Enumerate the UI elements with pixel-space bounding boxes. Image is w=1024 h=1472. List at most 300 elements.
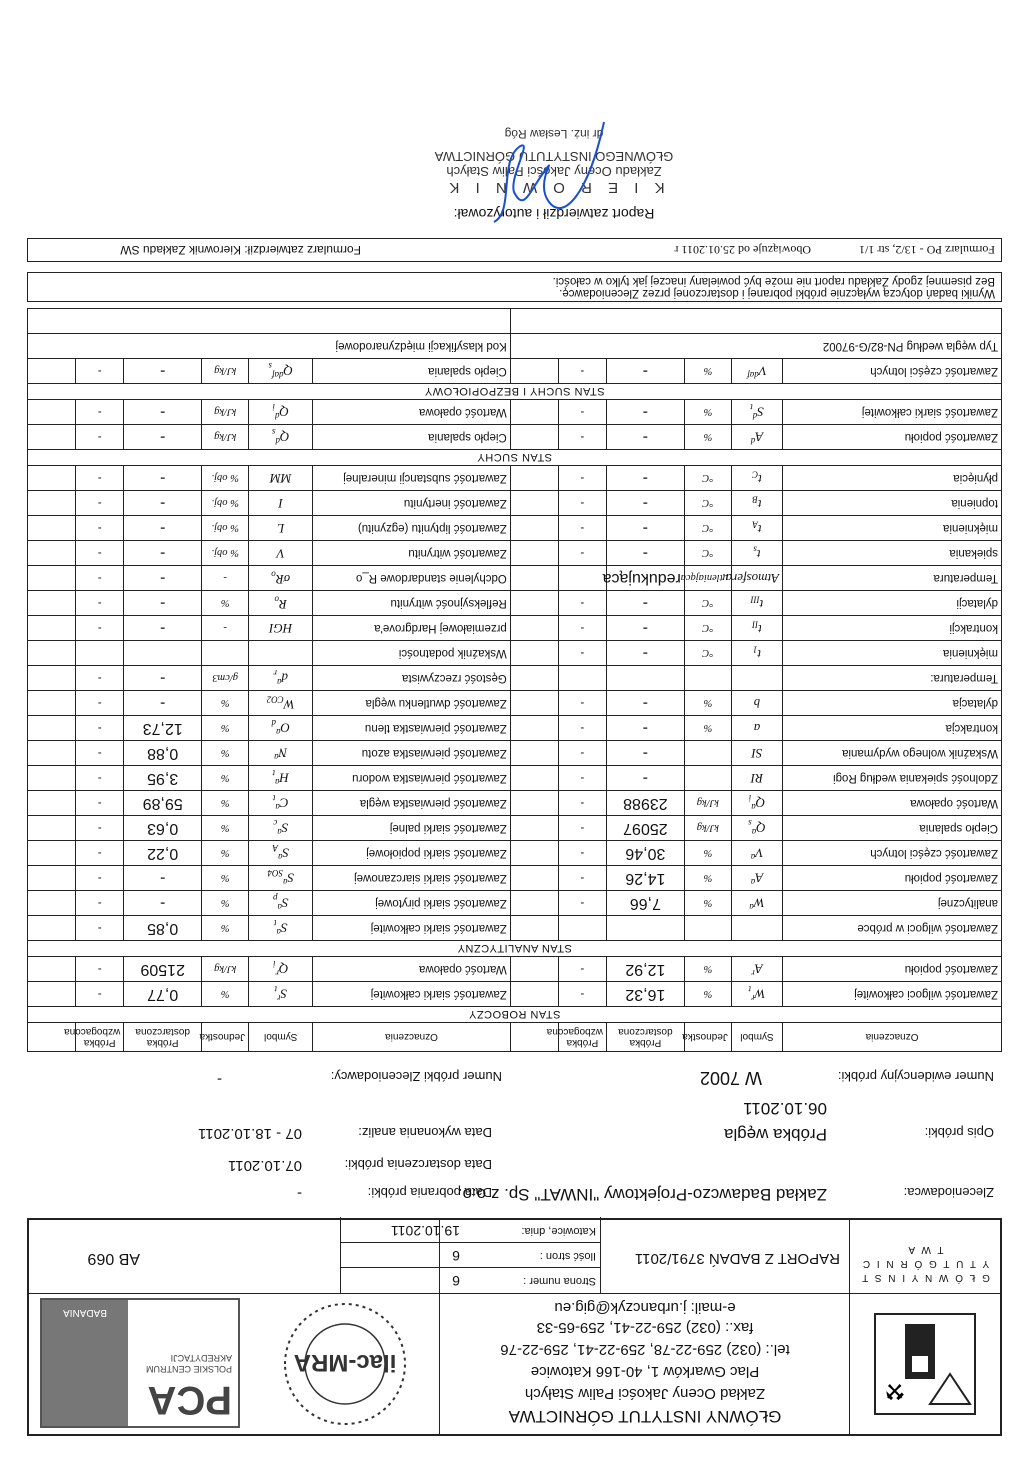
row-value: 7,66	[606, 891, 684, 916]
row-symbol: $W^a$	[731, 891, 782, 916]
row-value	[124, 641, 202, 666]
table-row	[28, 957, 1002, 982]
row-symbol: MM	[249, 466, 313, 491]
row-unit: kJ/kg	[202, 425, 249, 450]
row-value-enriched: -	[558, 516, 606, 541]
table-row	[28, 891, 1002, 916]
row-unit: °C	[684, 591, 731, 616]
table-row	[28, 491, 1002, 516]
badania-panel: BADANIA	[42, 1300, 128, 1426]
row-value: 0,63	[124, 816, 202, 841]
row-value: -	[606, 591, 684, 616]
row-symbol: $S^a_c$	[249, 816, 313, 841]
row-value-enriched: -	[558, 425, 606, 450]
pca-badge: PCA POLSKIE CENTRUM AKREDYTACJI BADANIA	[40, 1298, 240, 1428]
table-row	[28, 425, 1002, 450]
svg-text:⚒: ⚒	[885, 1378, 905, 1403]
row-value: 0,77	[124, 982, 202, 1007]
table-row	[28, 841, 1002, 866]
row-value: 59,89	[124, 791, 202, 816]
col-symbol: Symbol	[731, 1023, 782, 1052]
row-value: 25097	[606, 816, 684, 841]
row-symbol: $Q^{daf}_s$	[249, 359, 313, 384]
row-label: przemiałowej Hardgrove'a	[313, 616, 511, 641]
row-value-enriched: -	[76, 591, 124, 616]
row-symbol: $Q^d_s$	[249, 425, 313, 450]
row-unit	[202, 641, 249, 666]
row-symbol: $A^r$	[731, 957, 782, 982]
row-value-enriched: -	[558, 716, 606, 741]
row-unit: %	[684, 400, 731, 425]
row-unit: utleniająca	[684, 566, 731, 591]
row-label: Ciepło spalania	[313, 359, 511, 384]
row-value: -	[124, 425, 202, 450]
row-value: -	[124, 541, 202, 566]
row-symbol: SI	[731, 741, 782, 766]
row-value-enriched: -	[558, 841, 606, 866]
table-row	[28, 334, 1002, 359]
row-value-enriched: -	[558, 866, 606, 891]
col-dostarczona: Próbka dostarczona	[606, 1023, 684, 1052]
row-unit: kJ/kg	[684, 816, 731, 841]
row-unit: %	[684, 359, 731, 384]
row-value-enriched: -	[76, 866, 124, 891]
row-unit: kJ/kg	[202, 359, 249, 384]
row-value: -	[124, 891, 202, 916]
table-row	[28, 591, 1002, 616]
col-jednostka: Jednostka	[684, 1023, 731, 1052]
row-label: Ciepło spalania	[313, 425, 511, 450]
row-value: -	[606, 691, 684, 716]
row-value-enriched: -	[76, 466, 124, 491]
table-row	[28, 516, 1002, 541]
email: e-mail: j.urbanczyk@gig.eu	[554, 1299, 736, 1316]
row-symbol: $Q^a_s$	[731, 816, 782, 841]
row-symbol: $t_s$	[731, 541, 782, 566]
row-label: mięknienia	[783, 516, 1002, 541]
row-label: Zawartość wilgoci całkowitej	[783, 982, 1002, 1007]
sample-description: Próbka węgla	[723, 1125, 827, 1144]
section-header: STAN SUCHY	[28, 450, 1002, 466]
row-value-enriched: -	[558, 359, 606, 384]
row-label: analitycznej	[783, 891, 1002, 916]
row-value-enriched: -	[76, 566, 124, 591]
table-row	[28, 384, 1002, 400]
row-symbol	[731, 916, 782, 941]
row-value: 21509	[124, 957, 202, 982]
row-value: -	[124, 400, 202, 425]
table-row	[28, 791, 1002, 816]
table-row	[28, 400, 1002, 425]
row-value: -	[606, 516, 684, 541]
gig-logo-icon	[850, 1294, 1000, 1434]
row-value: -	[606, 359, 684, 384]
row-unit: %	[684, 841, 731, 866]
table-row	[28, 741, 1002, 766]
sample-number: W 7002	[699, 1068, 762, 1088]
row-symbol: b	[731, 691, 782, 716]
row-value-enriched: -	[558, 982, 606, 1007]
row-symbol: I	[249, 491, 313, 516]
row-unit	[684, 666, 731, 691]
institute-name: GŁÓWNY INSTYTUT GÓRNICTWA	[508, 1407, 782, 1426]
row-symbol: $W_{CO2}$	[249, 691, 313, 716]
row-value: -	[124, 516, 202, 541]
table-row	[28, 566, 1002, 591]
row-symbol: $t_A$	[731, 516, 782, 541]
row-value-enriched	[558, 916, 606, 941]
row-value: 12,73	[124, 716, 202, 741]
row-symbol: $S^a_t$	[249, 916, 313, 941]
table-row	[28, 816, 1002, 841]
coal-type-label: Typ węgla według PN-82/G-97002	[510, 334, 1001, 359]
table-row	[28, 450, 1002, 466]
approval-title: Raport zatwierdził i autoryzował:	[453, 206, 655, 222]
row-unit: °C	[684, 641, 731, 666]
row-value	[606, 916, 684, 941]
row-value-enriched: -	[76, 541, 124, 566]
section-header: STAN SUCHY I BEZPOPIOŁOWY	[28, 384, 1002, 400]
row-value-enriched	[558, 666, 606, 691]
row-value-enriched: -	[558, 491, 606, 516]
row-unit: kJ/kg	[684, 791, 731, 816]
row-symbol: V	[249, 541, 313, 566]
form-info-line: Formularz PO - 13/2, str 1/1 Obowiązuje od 25.01.2011 r Formularz zatwierdził: Kierownik Zakładu SW	[27, 238, 1002, 262]
table-row	[28, 359, 1002, 384]
row-label: Wskaźnik wolnego wydymania	[783, 741, 1002, 766]
row-symbol: $S^a_p$	[249, 891, 313, 916]
row-unit: %	[684, 891, 731, 916]
row-label: Zawartość siarki pirytowej	[313, 891, 511, 916]
table-row	[28, 616, 1002, 641]
row-value-enriched: -	[558, 957, 606, 982]
row-value: -	[124, 491, 202, 516]
row-label: Refleksyjność witrynitu	[313, 591, 511, 616]
table-row	[28, 766, 1002, 791]
row-value-enriched: -	[76, 816, 124, 841]
row-label: Zdolność spiekania według Rogi	[783, 766, 1002, 791]
row-value: 14,26	[606, 866, 684, 891]
row-label: Wartość opałowa	[783, 791, 1002, 816]
row-symbol: $\sigma R_o$	[249, 566, 313, 591]
row-label: Temperatura	[783, 566, 1002, 591]
row-unit: %	[684, 957, 731, 982]
row-unit: % obj.	[202, 466, 249, 491]
row-symbol	[249, 641, 313, 666]
row-symbol: $S^a_{SO4}$	[249, 866, 313, 891]
row-label: Zawartość popiołu	[783, 866, 1002, 891]
row-value-enriched: -	[558, 591, 606, 616]
report-info-row	[29, 1217, 1000, 1294]
row-unit: % obj.	[202, 541, 249, 566]
fax: fax.: (032) 259-22-41, 259-65-33	[536, 1319, 754, 1336]
row-unit: -	[202, 616, 249, 641]
row-label: spiekania	[783, 541, 1002, 566]
row-label: Zawartość pierwiastka tlenu	[313, 716, 511, 741]
footnote: Wyniki badań dotyczą wyłącznie próbki pobranej i dostarczonej przez Zleceniodawcę. Bez pisemnej zgody Zakładu raport nie może być powielany inaczej jak tylko w całości.	[27, 272, 1002, 302]
row-value-enriched: -	[76, 766, 124, 791]
classification-code-label: Kod klasyfikacji międzynarodowej	[28, 334, 511, 359]
table-row	[28, 691, 1002, 716]
accreditation-number: AB 069	[87, 1250, 140, 1267]
row-value: -	[606, 541, 684, 566]
row-value: redukująca	[606, 566, 684, 591]
phone: tel.: (032) 259-22-78, 259-22-41, 259-22-76	[500, 1341, 790, 1358]
row-label: Zawartość inertynitu	[313, 491, 511, 516]
row-symbol: Atmosfera:	[731, 566, 782, 591]
row-symbol: $W^r_t$	[731, 982, 782, 1007]
client-section: Zleceniodawca: Zakład Badawczo-Projektowy "INWAT" Sp. z o.o. Data pobrania próbki: - Data dostarczenia próbki: 07.10.2011 Opis próbki: Próbka węgla 06.10.2011 Data wykonania analiz: 07 - 18.10.2011 Numer ewidencyjny próbki: W 7002 Numer próbki Zleceniodawcy: -	[198, 1068, 994, 1204]
row-value: -	[606, 616, 684, 641]
row-label: Zawartość substancji mineralnej	[313, 466, 511, 491]
row-label: Zawartość pierwiastka azotu	[313, 741, 511, 766]
row-value-enriched: -	[558, 466, 606, 491]
row-value: -	[124, 691, 202, 716]
row-value: 30,46	[606, 841, 684, 866]
row-value: -	[606, 716, 684, 741]
row-unit: -	[202, 566, 249, 591]
row-unit	[684, 741, 731, 766]
row-unit: g/cm3	[202, 666, 249, 691]
table-row	[28, 541, 1002, 566]
row-label: Zawartość siarki popiołowej	[313, 841, 511, 866]
table-row	[28, 1023, 1002, 1052]
row-value-enriched: -	[76, 891, 124, 916]
row-label: dylatacji	[783, 591, 1002, 616]
row-value-enriched: -	[76, 957, 124, 982]
row-label: Zawartość pierwiastka wodoru	[313, 766, 511, 791]
row-label: Wartość opałowa	[313, 400, 511, 425]
row-unit: %	[684, 716, 731, 741]
col-oznaczenia: Oznaczenia	[783, 1023, 1002, 1052]
row-value: -	[606, 766, 684, 791]
table-row	[28, 916, 1002, 941]
row-value-enriched: -	[76, 400, 124, 425]
row-unit: %	[202, 982, 249, 1007]
row-unit: %	[684, 866, 731, 891]
row-unit: %	[202, 916, 249, 941]
row-value: 23988	[606, 791, 684, 816]
row-value: 0,85	[124, 916, 202, 941]
row-label: Zawartość siarki całkowitej	[313, 982, 511, 1007]
row-value-enriched: -	[558, 741, 606, 766]
col-symbol: Symbol	[249, 1023, 313, 1052]
row-unit: % obj.	[202, 491, 249, 516]
col-jednostka: Jednostka	[202, 1023, 249, 1052]
row-value: -	[124, 616, 202, 641]
row-label: topnienia	[783, 491, 1002, 516]
approval-block: Raport zatwierdził i autoryzował: K I E R O W N I K Zakładu Oceny Jakości Paliw Stałych GŁÓWNEGO INSTYTUTU GÓRNICTWA dr inż. Lesław Róg	[344, 127, 764, 222]
row-symbol: $N^a$	[249, 741, 313, 766]
row-value: 3,95	[124, 766, 202, 791]
row-value: -	[124, 566, 202, 591]
row-value-enriched: -	[558, 766, 606, 791]
row-label: Zawartość części lotnych	[783, 841, 1002, 866]
row-value-enriched: -	[76, 359, 124, 384]
row-value-enriched: -	[76, 791, 124, 816]
row-value-enriched: -	[76, 691, 124, 716]
col-dostarczona: Próbka dostarczona	[124, 1023, 202, 1052]
row-unit: %	[684, 425, 731, 450]
row-unit: kJ/kg	[202, 957, 249, 982]
row-unit	[684, 916, 731, 941]
row-symbol	[731, 666, 782, 691]
row-unit: %	[202, 716, 249, 741]
row-symbol: $V^{daf}$	[731, 359, 782, 384]
row-unit: kJ/kg	[202, 400, 249, 425]
row-unit: %	[202, 591, 249, 616]
row-value-enriched: -	[76, 841, 124, 866]
row-symbol: $A^d$	[731, 425, 782, 450]
table-row	[28, 866, 1002, 891]
col-wzbogacona: Próbka wzbogacona	[76, 1023, 124, 1052]
row-label: Zawartość części lotnych	[783, 359, 1002, 384]
row-value-enriched	[76, 641, 124, 666]
row-value-enriched: -	[558, 541, 606, 566]
results-table	[27, 308, 1002, 1052]
row-symbol: $Q^a_i$	[731, 791, 782, 816]
row-value-enriched: -	[76, 741, 124, 766]
row-symbol: $t_B$	[731, 491, 782, 516]
row-value: 0,88	[124, 741, 202, 766]
row-unit: %	[202, 891, 249, 916]
row-value: -	[124, 591, 202, 616]
row-unit: %	[202, 816, 249, 841]
row-value: -	[606, 466, 684, 491]
row-value-enriched: -	[76, 982, 124, 1007]
row-value-enriched: -	[76, 616, 124, 641]
row-value-enriched: -	[558, 400, 606, 425]
row-symbol: $t_{II}$	[731, 616, 782, 641]
row-value: 0,22	[124, 841, 202, 866]
row-unit: °C	[684, 516, 731, 541]
table-row	[28, 941, 1002, 957]
row-unit: %	[202, 791, 249, 816]
row-value: -	[606, 425, 684, 450]
row-unit: °C	[684, 466, 731, 491]
row-symbol: RI	[731, 766, 782, 791]
row-label: Gęstość rzeczywista	[313, 666, 511, 691]
row-symbol: $d^a_r$	[249, 666, 313, 691]
row-label: Zawartość pierwiastka węgla	[313, 791, 511, 816]
row-unit: %	[202, 866, 249, 891]
row-symbol: $S^a_A$	[249, 841, 313, 866]
row-symbol: $t_C$	[731, 466, 782, 491]
row-symbol: $Q^r_i$	[249, 957, 313, 982]
row-value: -	[606, 741, 684, 766]
row-symbol: $t_1$	[731, 641, 782, 666]
row-symbol: HGI	[249, 616, 313, 641]
table-row	[28, 716, 1002, 741]
row-value-enriched: -	[558, 691, 606, 716]
row-symbol: $H^a_t$	[249, 766, 313, 791]
address: Plac Gwarków 1, 40-166 Katowice	[530, 1363, 760, 1380]
table-row	[28, 466, 1002, 491]
table-row	[28, 1007, 1002, 1023]
row-unit: °C	[684, 616, 731, 641]
row-label: Zawartość siarki całkowitej	[313, 916, 511, 941]
row-label: kontrakcja	[783, 716, 1002, 741]
row-label: Ciepło spalania	[783, 816, 1002, 841]
logo-text: G Ł Ó W N Y I N S T Y T U T G Ó R N I C T W A	[860, 1244, 990, 1283]
row-value-enriched: -	[76, 666, 124, 691]
section-header: STAN ANALITYCZNY	[28, 941, 1002, 957]
row-symbol: $O^a_d$	[249, 716, 313, 741]
row-symbol: $R_o$	[249, 591, 313, 616]
report-meta: Strona numer : 6 Ilość stron : 6 Katowice, dnia: 19.10.2011	[340, 1217, 600, 1293]
ilac-mra-badge: ilac-MRA	[260, 1298, 430, 1430]
row-label: płynięcia	[783, 466, 1002, 491]
row-value-enriched	[558, 566, 606, 591]
row-value: -	[124, 866, 202, 891]
table-row	[28, 982, 1002, 1007]
row-value: -	[606, 641, 684, 666]
row-label: Zawartość siarki siarczanowej	[313, 866, 511, 891]
row-symbol: $S^r_t$	[249, 982, 313, 1007]
row-symbol: $S^d_t$	[731, 400, 782, 425]
row-label: kontrakcji	[783, 616, 1002, 641]
row-label: Zawartość popiołu	[783, 957, 1002, 982]
row-value: -	[606, 400, 684, 425]
col-oznaczenia: Oznaczenia	[313, 1023, 511, 1052]
row-value: -	[124, 666, 202, 691]
stamp-title: K I E R O W N I K	[443, 179, 665, 196]
row-symbol: a	[731, 716, 782, 741]
row-value	[606, 666, 684, 691]
row-label: Wskaźnik podatności	[313, 641, 511, 666]
signature-icon	[344, 112, 764, 232]
row-unit: % obj.	[202, 516, 249, 541]
row-symbol: $A^a$	[731, 866, 782, 891]
row-label: Zawartość popiołu	[783, 425, 1002, 450]
row-value: -	[124, 466, 202, 491]
table-row	[28, 641, 1002, 666]
row-symbol: L	[249, 516, 313, 541]
row-unit	[684, 766, 731, 791]
row-label: Zawartość witrynitu	[313, 541, 511, 566]
row-label: Wartość opałowa	[313, 957, 511, 982]
row-unit: %	[684, 982, 731, 1007]
row-label: Zawartość wilgoci w próbce	[783, 916, 1002, 941]
row-value: -	[124, 359, 202, 384]
row-value: -	[606, 491, 684, 516]
report-title: RAPORT Z BADAŃ 3791/2011	[600, 1217, 850, 1293]
row-value-enriched: -	[558, 641, 606, 666]
table-row	[28, 666, 1002, 691]
client-name: Zakład Badawczo-Projektowy "INWAT" Sp. z o.o.	[457, 1185, 827, 1204]
row-unit: %	[202, 841, 249, 866]
row-label: Temperatura:	[783, 666, 1002, 691]
row-symbol: $C^a_t$	[249, 791, 313, 816]
row-label: Zawartość dwutlenku węgla	[313, 691, 511, 716]
row-value-enriched: -	[76, 425, 124, 450]
lab-name: Zakład Oceny Jakości Paliw Stałych	[524, 1385, 766, 1402]
row-value-enriched: -	[76, 716, 124, 741]
row-unit: %	[684, 691, 731, 716]
row-label: Zawartość siarki całkowitej	[783, 400, 1002, 425]
row-symbol: $V^a$	[731, 841, 782, 866]
row-value: 12,92	[606, 957, 684, 982]
row-unit: %	[202, 691, 249, 716]
row-value-enriched: -	[76, 916, 124, 941]
row-label: Zawartość liptynitu (egzynitu)	[313, 516, 511, 541]
row-value-enriched: -	[76, 516, 124, 541]
section-header: STAN ROBOCZY	[28, 1007, 1002, 1023]
row-label: Zawartość siarki palnej	[313, 816, 511, 841]
table-row	[28, 309, 1002, 334]
row-value-enriched: -	[558, 891, 606, 916]
row-value-enriched: -	[558, 816, 606, 841]
